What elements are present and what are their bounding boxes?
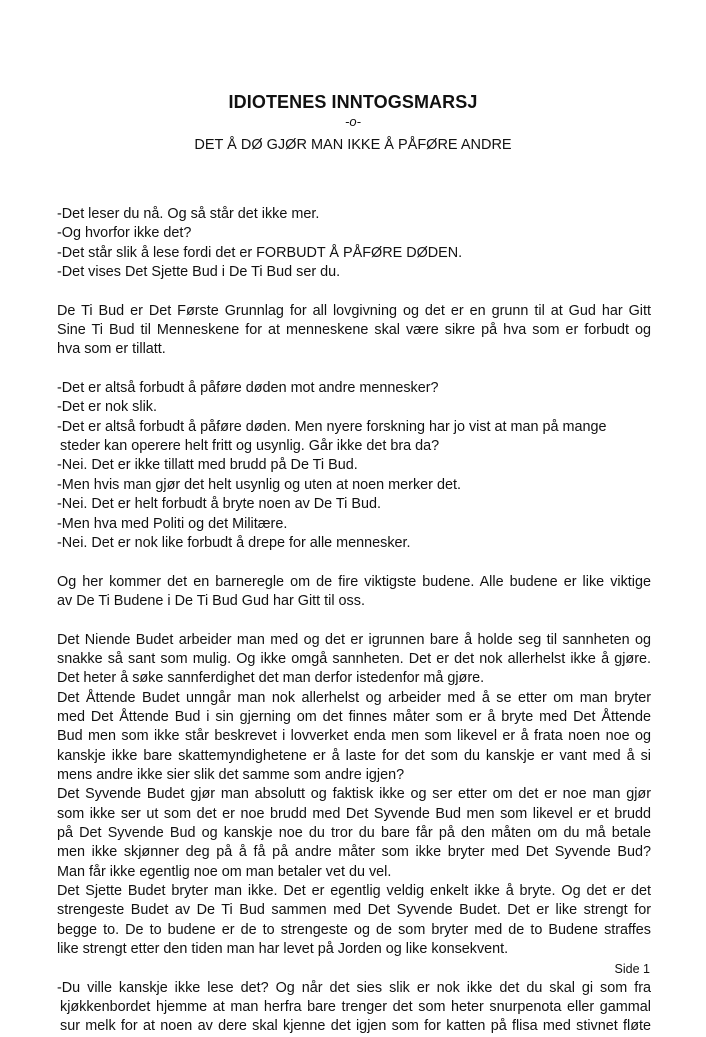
text-line: med Det Åttende Bud i sin gjerning om det finnes måter som er å bryte med Det Åttende xyxy=(57,708,651,725)
text-line: -Det vises Det Sjette Bud i De Ti Bud ser du. xyxy=(57,264,341,281)
text-line: -Nei. Det er ikke tillatt med brudd på De Ti Bud. xyxy=(57,457,358,474)
text-line: strengeste Budet av De Ti Bud sammen med Det Syvende Budet. Det er like strengt for xyxy=(57,902,651,919)
paragraph-de-ti-bud xyxy=(57,302,651,360)
document-subtitle: -o- xyxy=(345,114,361,129)
text-line: men ikke skjønner deg på å få på andre måter som ikke bryter med Det Syvende Bud? xyxy=(57,844,651,861)
text-line: Sine Ti Bud til Menneskene for at menneskene skal være sikre på hva som er forbudt og xyxy=(57,322,651,339)
text-line: som ikke ser ut som det er noe brudd med Det Syvende Bud men som likevel er et brudd xyxy=(57,805,651,822)
text-line: -Nei. Det er nok like forbudt å drepe for alle mennesker. xyxy=(57,534,411,551)
paragraph-budene xyxy=(57,631,651,960)
document-body xyxy=(57,205,651,1037)
text-line: Det Syvende Budet gjør man absolutt og faktisk ikke og ser etter om det er noe man gjør xyxy=(57,786,651,803)
text-line: kanskje ikke bare skattemyndighetene er å laste for det som du kanskje er vant med å si xyxy=(57,747,651,764)
document-title: IDIOTENES INNTOGSMARSJ xyxy=(228,92,478,112)
text-line: -Det er nok slik. xyxy=(57,399,157,416)
text-line: på Det Syvende Bud og kanskje noe du tror du bare får på den måten om du må betale xyxy=(57,825,651,841)
text-line: -Nei. Det er helt forbudt å bryte noen av De Ti Bud. xyxy=(57,496,381,513)
text-line: -Men hva med Politi og det Militære. xyxy=(57,515,288,532)
text-line: -Det er altså forbudt å påføre døden. Men nyere forskning har jo vist at man på mange xyxy=(57,418,607,435)
text-line: like strengt etter den tiden man har levet på Jorden og like konsekvent. xyxy=(57,941,509,958)
text-line: Det heter å søke sannferdighet det man derfor istedenfor må gjøre. xyxy=(57,670,485,687)
text-line: av De Ti Budene i De Ti Bud Gud har Gitt til oss. xyxy=(57,592,365,609)
section-heading: DET Å DØ GJØR MAN IKKE Å PÅFØRE ANDRE xyxy=(194,137,512,153)
text-line: -Og hvorfor ikke det? xyxy=(57,225,192,242)
text-line: steder kan operere helt fritt og usynlig. Går ikke det bra da? xyxy=(60,438,440,455)
text-line: sur melk for at noen av dere skal kjenne det igjen som for katten på flisa med stivnet fløte xyxy=(60,1018,651,1035)
text-line: -Det leser du nå. Og så står det ikke mer. xyxy=(57,206,320,222)
text-line: Det Sjette Budet bryter man ikke. Det er egentlig veldig enkelt ikke å bryte. Og det er det xyxy=(57,883,651,900)
text-line: Det Åttende Budet unngår man nok allerhelst og arbeider med å se etter om man bryter xyxy=(57,689,651,706)
paragraph-barneregle xyxy=(57,573,651,612)
text-line: hva som er tillatt. xyxy=(57,341,166,358)
paragraph-dialogue-2 xyxy=(57,379,651,553)
paragraph-closing xyxy=(57,979,651,1037)
text-line: Og her kommer det en barneregle om de fire viktigste budene. Alle budene er like viktige xyxy=(57,573,651,590)
text-line: -Det er altså forbudt å påføre døden mot andre mennesker? xyxy=(57,380,439,397)
text-line: kjøkkenbordet hjemme at man herfra bare trenger det som heter snurpenota eller gammal xyxy=(60,999,651,1016)
text-line: Bud men som ikke står beskrevet i lovverket enda men som likevel er å frata noen noe og xyxy=(57,728,651,745)
text-line: -Du ville kanskje ikke lese det? Og når det sies slik er nok ikke det du skal gi som fra xyxy=(57,979,651,996)
paragraph-dialogue-1 xyxy=(57,205,651,282)
text-line: Man får ikke egentlig noe om man betaler vet du vel. xyxy=(57,863,392,880)
text-line: begge to. De to budene er de to strengeste og de som bryter med de to Budene straffes xyxy=(57,921,651,938)
text-line: -Men hvis man gjør det helt usynlig og uten at noen merker det. xyxy=(57,476,461,493)
page-number: Side 1 xyxy=(614,962,650,976)
text-line: snakke så sant som mulig. Og ikke omgå sannheten. Det er det nok allerhelst ikke å gjøre. xyxy=(57,650,651,667)
text-line: Det Niende Budet arbeider man med og det er igrunnen bare å holde seg til sannheten og xyxy=(57,631,651,648)
text-line: -Det står slik å lese fordi det er FORBUDT Å PÅFØRE DØDEN. xyxy=(57,244,463,261)
text-line: mens andre ikke sier slik det samme som andre igjen? xyxy=(57,766,405,783)
text-line: De Ti Bud er Det Første Grunnlag for all lovgivning og det er en grunn til at Gud har Gitt xyxy=(57,302,651,319)
